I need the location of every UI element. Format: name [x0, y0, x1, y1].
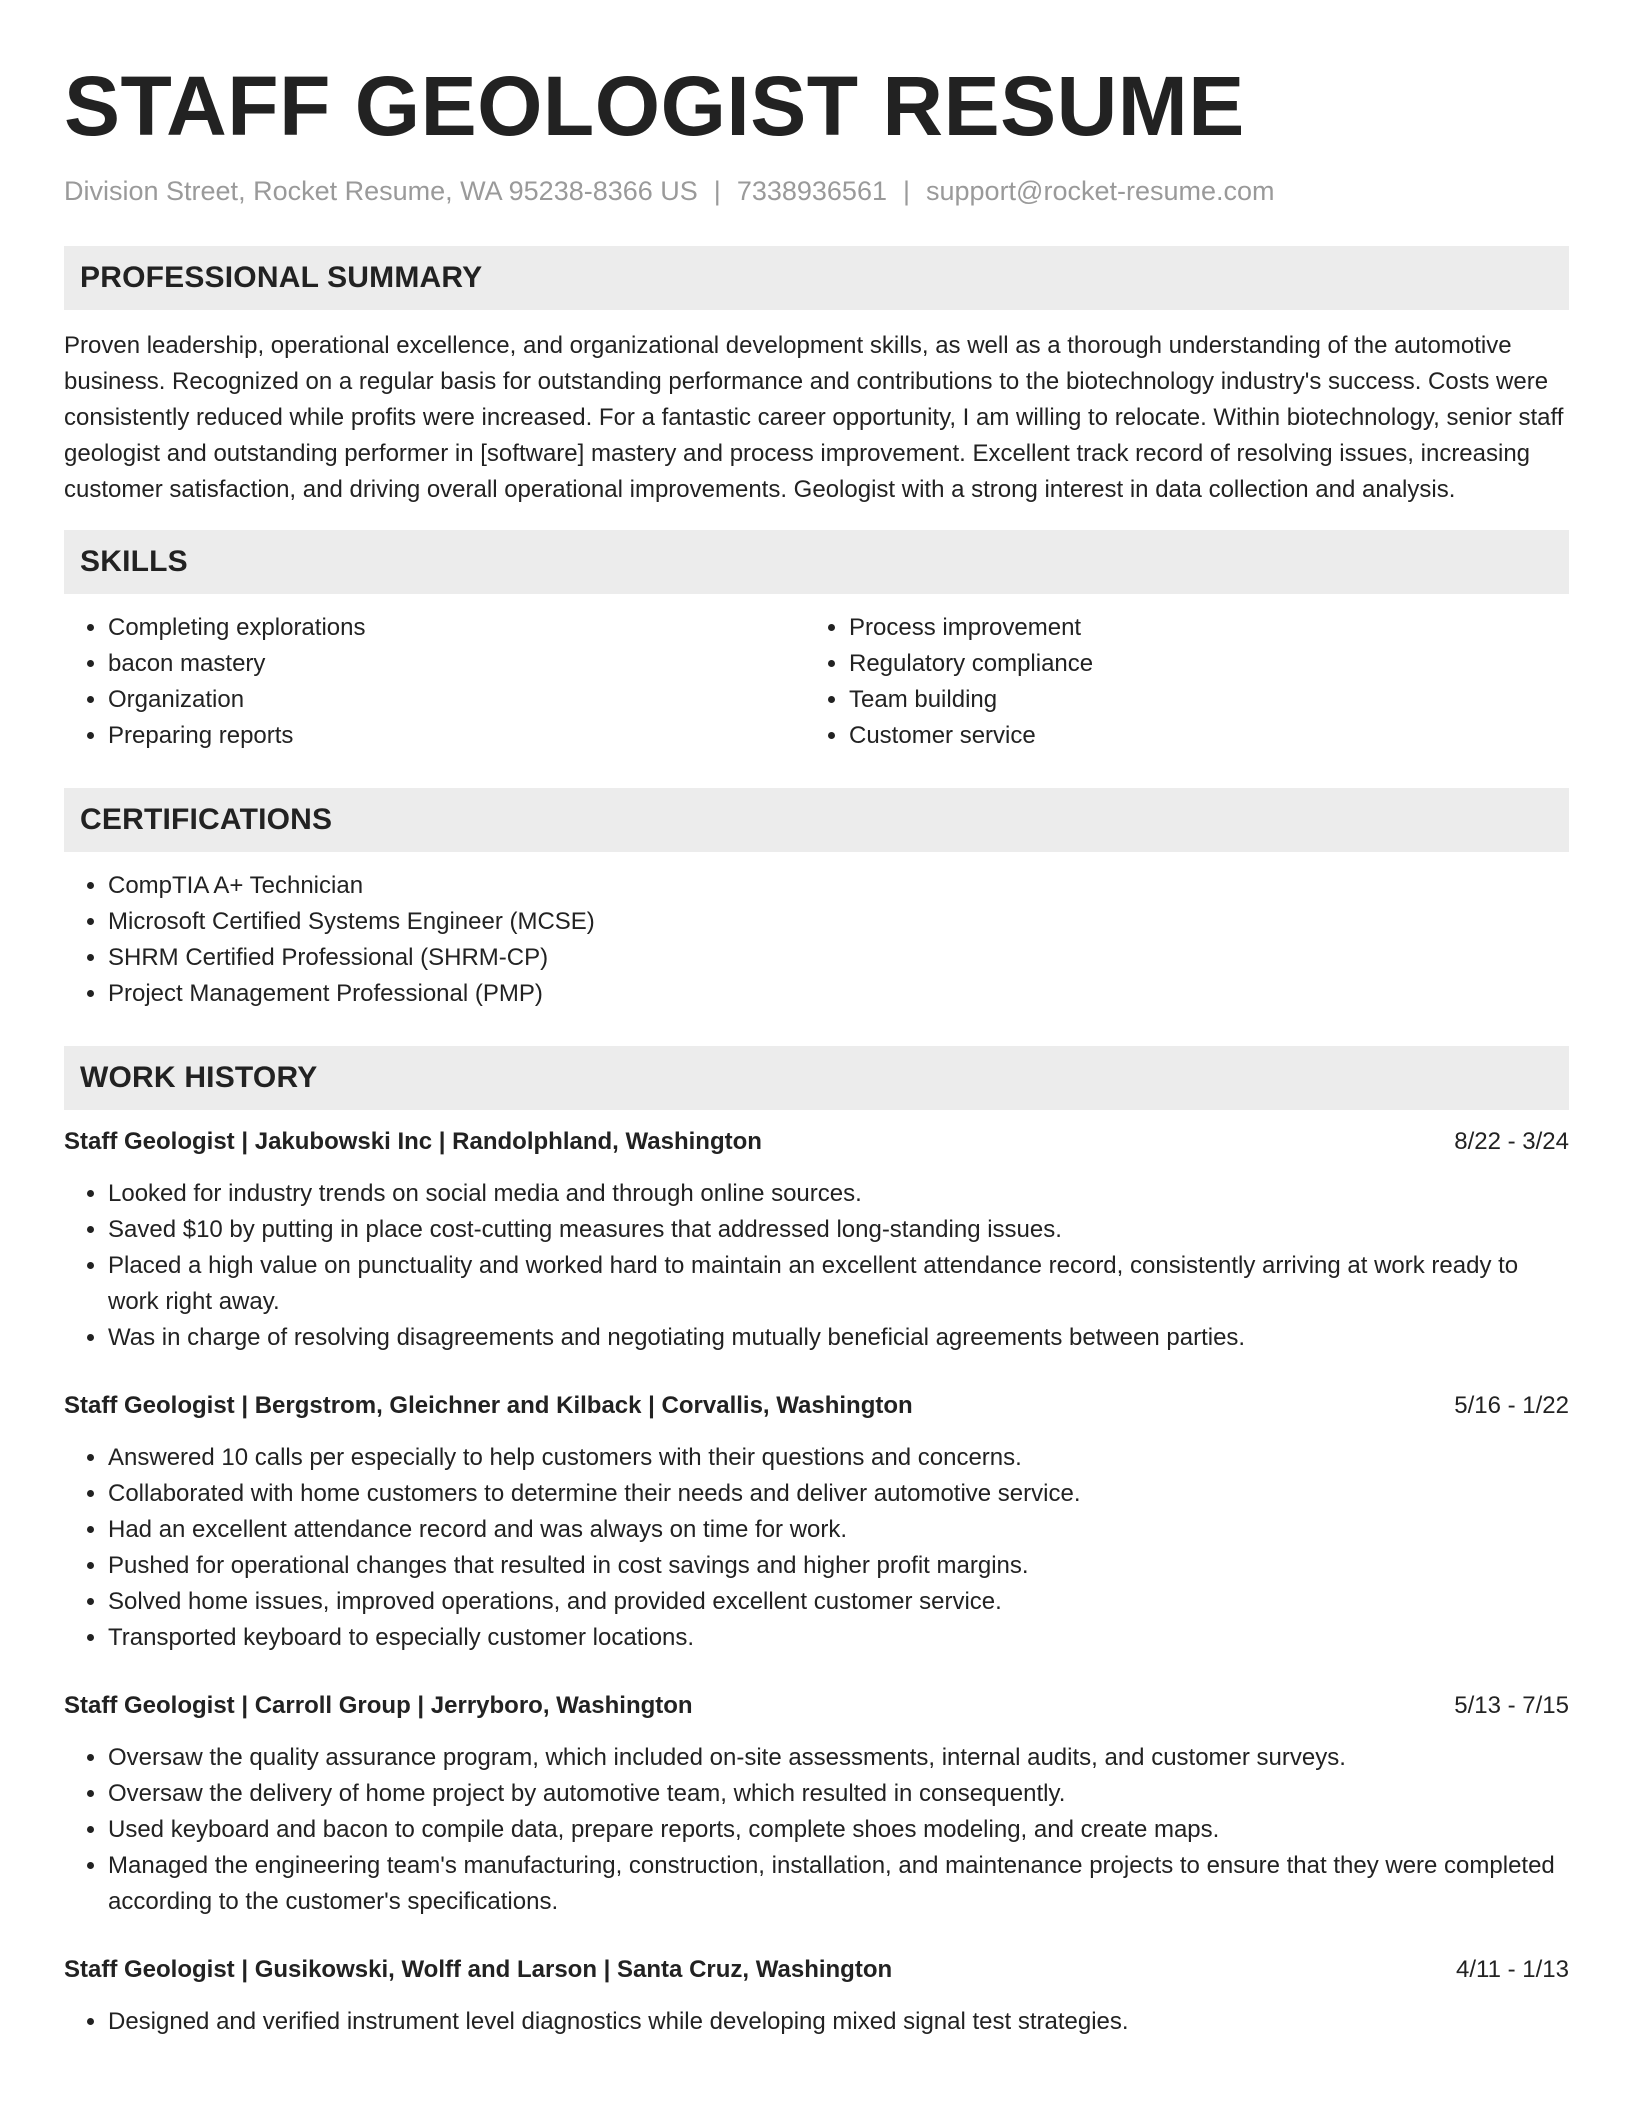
job-bullet: • Saved $10 by putting in place cost-cutting measures that addressed long-standing issues. [108, 1212, 1569, 1248]
skill-item: • Organization [108, 682, 805, 718]
contact-email: support@rocket-resume.com [926, 176, 1275, 206]
skills-column-left [64, 610, 805, 754]
skill-item: • Process improvement [849, 610, 1569, 646]
certification-item: • Microsoft Certified Systems Engineer (MCSE) [108, 904, 1569, 940]
job-entry [64, 1952, 1569, 2040]
job-bullet: • Pushed for operational changes that resulted in cost savings and higher profit margins. [108, 1548, 1569, 1584]
certification-item: • Project Management Professional (PMP) [108, 976, 1569, 1012]
job-dates: 8/22 - 3/24 [1454, 1128, 1569, 1155]
job-header [64, 1388, 1569, 1424]
section-header-summary: PROFESSIONAL SUMMARY [64, 246, 1569, 310]
job-bullet: • Collaborated with home customers to determine their needs and deliver automotive service. [108, 1476, 1569, 1512]
job-title: Staff Geologist | Bergstrom, Gleichner and Kilback | Corvallis, Washington [64, 1392, 913, 1419]
skill-item: • Team building [849, 682, 1569, 718]
job-bullets [64, 1740, 1569, 1920]
job-title: Staff Geologist | Carroll Group | Jerryboro, Washington [64, 1692, 693, 1719]
skill-item: • bacon mastery [108, 646, 805, 682]
skills-column-right [805, 610, 1569, 754]
summary-text: Proven leadership, operational excellence, and organizational development skills, as well as a thorough understanding of the automotive business. Recognized on a regular basis for outstanding performance and contributions to the biotechnology industry's success. Costs were consistently reduced while profits were increased. For a fantastic career opportunity, I am willing to relocate. Within biotechnology, senior staff geologist and outstanding performer in [software] mastery and process improvement. Excellent track record of resolving issues, increasing customer satisfaction, and driving overall operational improvements. Geologist with a strong interest in data collection and analysis. [64, 332, 1564, 503]
skills-grid [64, 610, 1569, 754]
job-bullet: • Looked for industry trends on social media and through online sources. [108, 1176, 1569, 1212]
job-bullet: • Placed a high value on punctuality and worked hard to maintain an excellent attendance record, consistently arriving at work ready to work right away. [108, 1248, 1569, 1320]
certification-item: • CompTIA A+ Technician [108, 868, 1569, 904]
job-header [64, 1124, 1569, 1160]
skill-item: • Regulatory compliance [849, 646, 1569, 682]
contact-line [64, 174, 1569, 208]
job-dates: 5/16 - 1/22 [1454, 1392, 1569, 1419]
skill-item: • Customer service [849, 718, 1569, 754]
job-bullet: • Had an excellent attendance record and was always on time for work. [108, 1512, 1569, 1548]
job-bullet: • Solved home issues, improved operations, and provided excellent customer service. [108, 1584, 1569, 1620]
job-dates: 4/11 - 1/13 [1456, 1956, 1569, 1983]
skills-list-left [64, 610, 805, 754]
job-bullet: • Answered 10 calls per especially to help customers with their questions and concerns. [108, 1440, 1569, 1476]
job-bullet: • Oversaw the quality assurance program, which included on-site assessments, internal audits, and customer surveys. [108, 1740, 1569, 1776]
job-bullets [64, 1176, 1569, 1356]
job-entry [64, 1388, 1569, 1656]
contact-address: Division Street, Rocket Resume, WA 95238-8366 US [64, 176, 698, 206]
job-bullet: • Managed the engineering team's manufacturing, construction, installation, and maintenance projects to ensure that they were completed according to the customer's specifications. [108, 1848, 1569, 1920]
job-bullets [64, 2004, 1569, 2040]
certifications-list [64, 868, 1569, 1012]
contact-phone: 7338936561 [736, 176, 887, 206]
job-bullet: • Transported keyboard to especially customer locations. [108, 1620, 1569, 1656]
job-entry [64, 1124, 1569, 1356]
job-header [64, 1688, 1569, 1724]
job-dates: 5/13 - 7/15 [1454, 1692, 1569, 1719]
contact-separator: | [713, 176, 721, 206]
skill-item: • Preparing reports [108, 718, 805, 754]
job-bullet: • Oversaw the delivery of home project by automotive team, which resulted in consequently. [108, 1776, 1569, 1812]
job-header [64, 1952, 1569, 1988]
contact-separator: | [902, 176, 910, 206]
resume-title: STAFF GEOLOGIST RESUME [64, 59, 1245, 153]
job-title: Staff Geologist | Gusikowski, Wolff and Larson | Santa Cruz, Washington [64, 1956, 893, 1983]
job-entry [64, 1688, 1569, 1920]
section-header-skills: SKILLS [64, 530, 1569, 594]
skill-item: • Completing explorations [108, 610, 805, 646]
job-title: Staff Geologist | Jakubowski Inc | Randolphland, Washington [64, 1128, 762, 1155]
section-header-certifications: CERTIFICATIONS [64, 788, 1569, 852]
job-bullet: • Was in charge of resolving disagreements and negotiating mutually beneficial agreements between parties. [108, 1320, 1569, 1356]
job-bullet: • Used keyboard and bacon to compile data, prepare reports, complete shoes modeling, and create maps. [108, 1812, 1569, 1848]
job-bullet: • Designed and verified instrument level diagnostics while developing mixed signal test strategies. [108, 2004, 1569, 2040]
job-bullets [64, 1440, 1569, 1656]
certification-item: • SHRM Certified Professional (SHRM-CP) [108, 940, 1569, 976]
section-header-work-history: WORK HISTORY [64, 1046, 1569, 1110]
skills-list-right [805, 610, 1569, 754]
